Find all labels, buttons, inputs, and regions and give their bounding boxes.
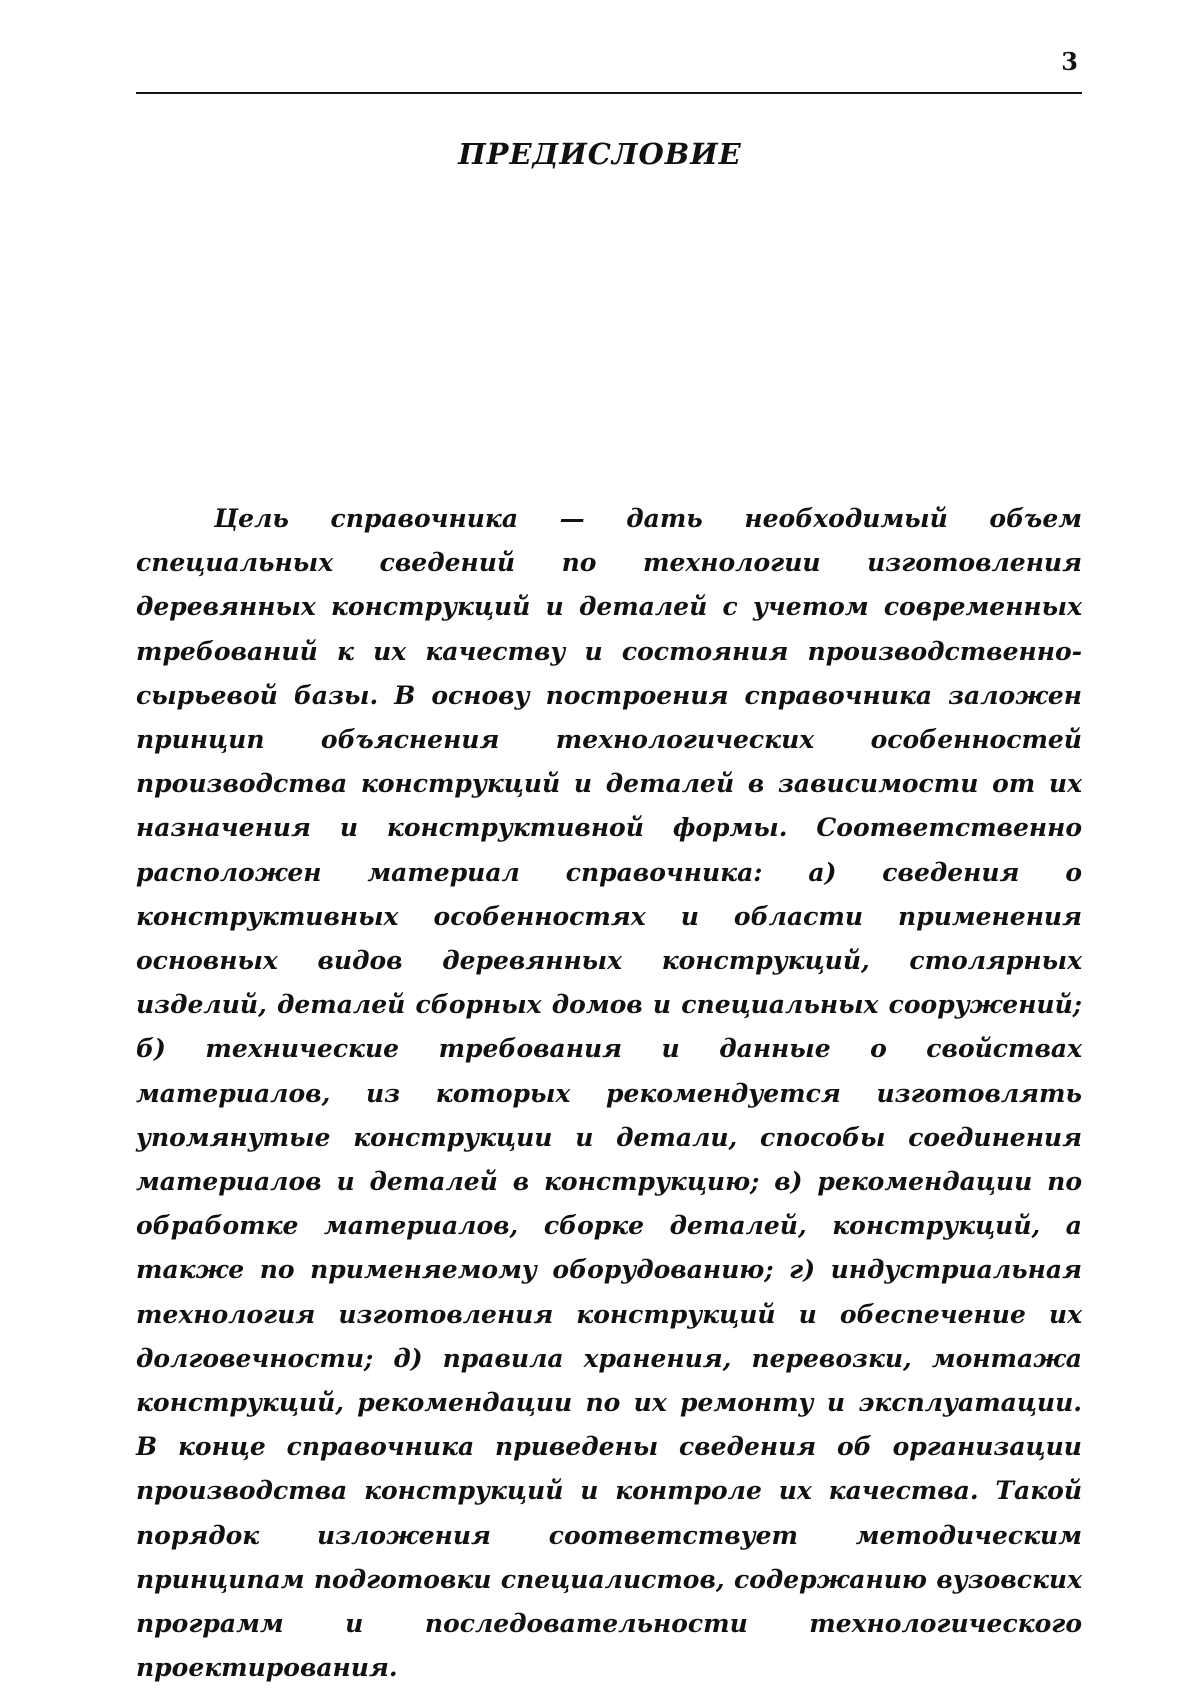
page-number: 3 [1061,47,1078,76]
page-title: ПРЕДИСЛОВИЕ [458,137,742,171]
preface-paragraph: Цель справочника — дать необходимый объем специальных сведений по технологии изготовления деревянных конструкций и деталей с учетом современных требований к их качеству и состояния производственно-сырьевой базы. В основу построения справочника заложен принцип объяснения технологических особенностей производства конструкций и деталей в зависимости от их назначения и конструктивной формы. Соответственно расположен материал справочника: а) сведения о конструктивных особенностях и области применения основных видов деревянных конструкций, столярных изделий, деталей сборных домов и специальных сооружений; б) технические требования и данные о свойствах материалов, из которых рекомендуется изготовлять упомянутые конструкции и детали, способы соединения материалов и деталей в конструкцию; в) рекомендации по обработке материалов, сборке деталей, конструкций, а также по применяемому оборудованию; г) индустриальная технология изготовления конструкций и обеспечение их долговечности; д) правила хранения, перевозки, монтажа конструкций, рекомендации по их ремонту и эксплуатации. В конце справочника приведены сведения об организации производства конструкций и контроле их качества. Такой порядок изложения соответствует методическим принципам подготовки специалистов, содержанию вузовских программ и последовательности технологического проектирования. [136,504,1082,1683]
header-rule [136,92,1082,94]
